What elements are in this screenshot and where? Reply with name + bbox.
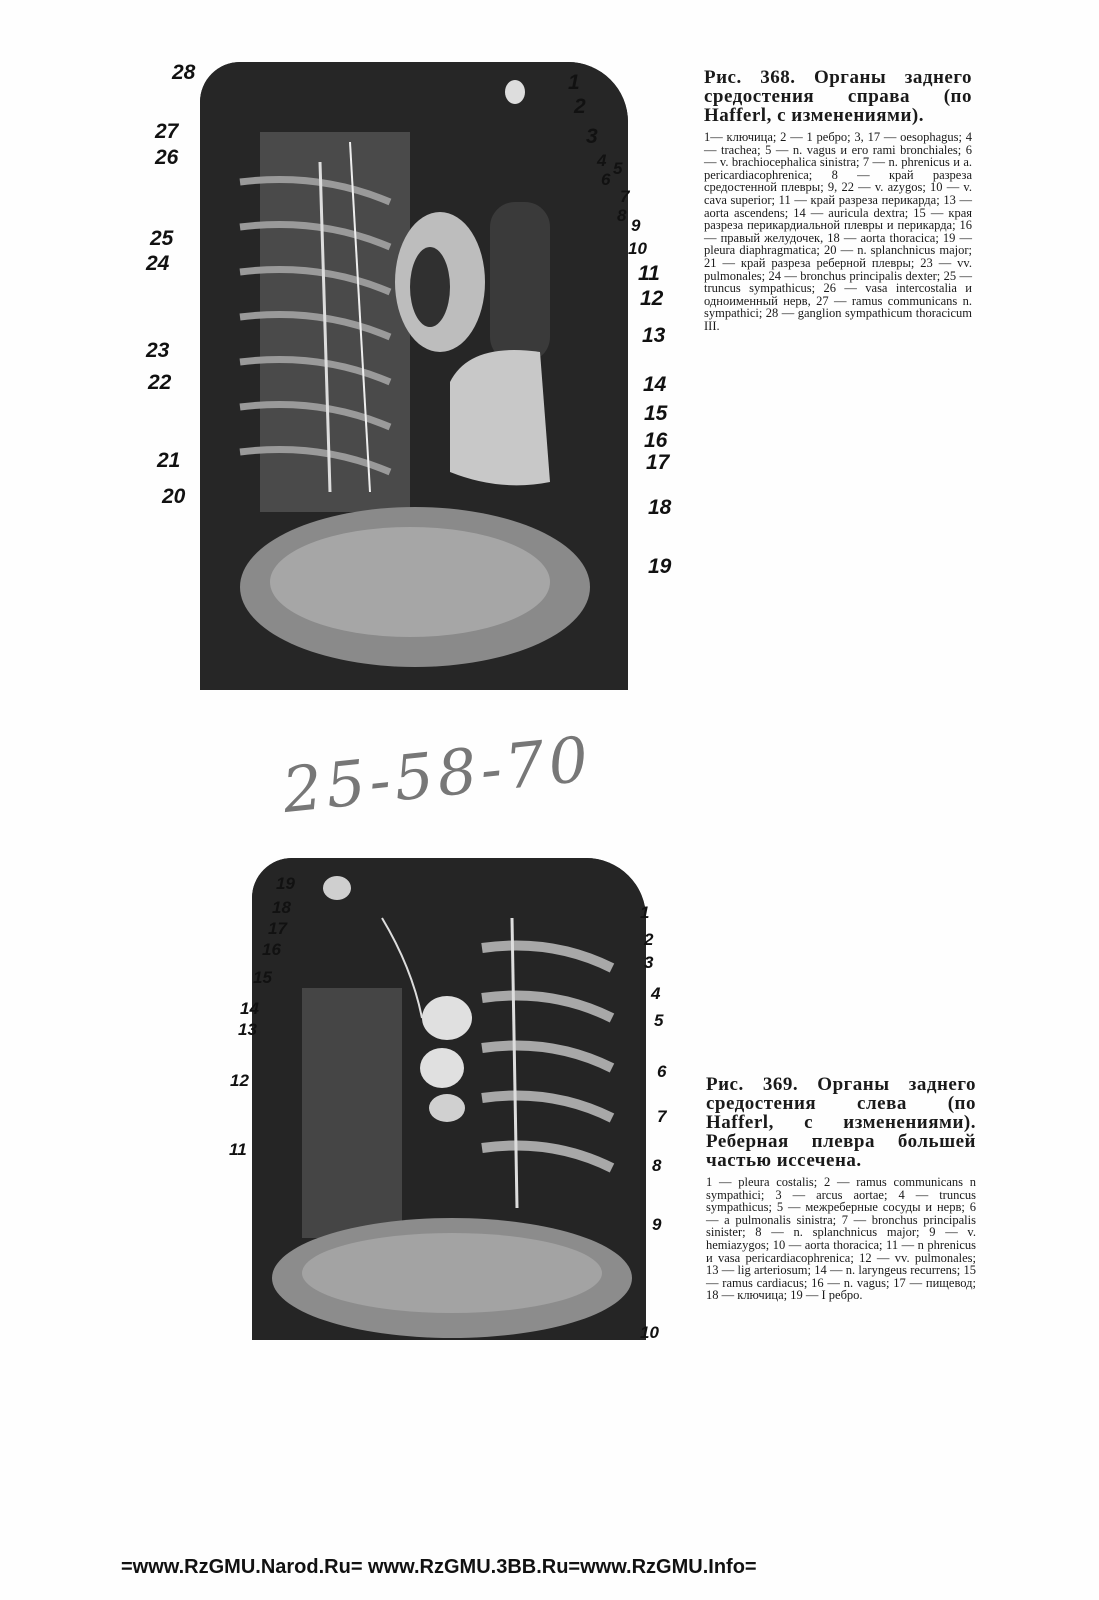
figure-369-caption-title: Рис. 369. Органы заднего средостения слева (по Hafferl, с изменениями). Реберная плевра большей частью иссечена. [706, 1074, 976, 1171]
fig369-label-4: 4 [651, 984, 661, 1003]
fig369-label-18: 18 [272, 898, 291, 917]
fig369-label-15: 15 [253, 968, 272, 987]
fig369-label-11: 11 [229, 1140, 247, 1159]
fig369-label-5: 5 [654, 1011, 664, 1030]
fig369-label-16: 16 [262, 940, 281, 959]
fig369-label-6: 6 [657, 1062, 667, 1081]
fig368-label-28: 28 [172, 61, 196, 84]
fig368-label-16: 16 [644, 429, 668, 452]
fig368-label-2: 2 [574, 95, 586, 118]
fig368-label-3: 3 [586, 125, 598, 148]
fig369-label-14: 14 [240, 999, 259, 1018]
fig368-label-8: 8 [617, 206, 627, 225]
fig369-label-9: 9 [652, 1215, 662, 1234]
figure-369-illustration [252, 858, 646, 1340]
fig368-label-19: 19 [648, 555, 672, 578]
fig368-label-18: 18 [648, 496, 672, 519]
fig369-label-12: 12 [230, 1071, 249, 1090]
fig369-label-1: 1 [640, 903, 650, 922]
figure-369-caption [706, 1075, 976, 1302]
fig368-label-1: 1 [568, 71, 580, 94]
handwritten-note: 25-58-70 [279, 721, 596, 828]
fig369-label-13: 13 [238, 1020, 257, 1039]
fig368-label-26: 26 [155, 146, 179, 169]
fig368-label-17: 17 [646, 451, 670, 474]
fig368-label-24: 24 [146, 252, 170, 275]
fig368-label-4: 4 [597, 151, 607, 170]
fig368-label-20: 20 [162, 485, 186, 508]
fig368-label-11: 11 [638, 262, 660, 285]
fig368-label-25: 25 [150, 227, 174, 250]
fig369-label-3: 3 [644, 953, 654, 972]
fig369-label-8: 8 [652, 1156, 662, 1175]
figure-368-caption-title: Рис. 368. Органы заднего средостения справа (по Hafferl, с изменениями). [704, 67, 972, 126]
figure-368-caption-legend: 1— ключица; 2 — 1 ребро; 3, 17 — oesophagus; 4 — trachea; 5 — n. vagus и его rami bronchiales; 6 — v. brachiocephalica sinistra; 7 — n. phrenicus и a. pericardiacophrenica; 8 — край разреза средостенной плевры; 9, 22 — v. azygos; 10 — v. cava superior; 11 — край разреза перикарда; 13 — aorta ascendens; 14 — auricula dextra; 15 — края разреза перикардиальной плевры и перикарда; 16 — правый желудочек, 18 — aorta thoracica; 19 — pleura diaphragmatica; 20 — n. splanchnicus major; 21 — край разреза реберной плевры; 23 — vv. pulmonales; 24 — bronchus principalis dexter; 25 — truncus sympathicus; 26 — vasa intercostalia и одноименный нерв, 27 — ramus communicans n. sympathici; 28 — ganglion sympathicum thoracicum III. [704, 130, 972, 333]
anatomy-drawing-right [200, 62, 628, 690]
fig369-label-7: 7 [657, 1107, 667, 1126]
fig369-label-17: 17 [268, 919, 287, 938]
fig368-label-5: 5 [613, 159, 623, 178]
fig368-label-23: 23 [146, 339, 170, 362]
fig369-label-19: 19 [276, 874, 295, 893]
fig368-label-9: 9 [631, 216, 641, 235]
fig368-label-22: 22 [148, 371, 172, 394]
figure-368-illustration [200, 62, 628, 690]
fig368-label-7: 7 [620, 187, 630, 206]
anatomy-drawing-left [252, 858, 646, 1340]
fig368-label-27: 27 [155, 120, 179, 143]
figure-369-caption-legend: 1 — pleura costalis; 2 — ramus communicans n sympathici; 3 — arcus aortae; 4 — truncus sympathicus; 5 — межреберные сосуды и нерв; 6 — a pulmonalis sinistra; 7 — bronchus principalis sinister; 8 — n. splanchnicus major; 9 — v. hemiazygos; 10 — aorta thoracica; 11 — n phrenicus и vasa pericardiacophrenica; 12 — vv. pulmonales; 13 — lig arteriosum; 14 — n. laryngeus recurrens; 15 — ramus cardiacus; 16 — n. vagus; 17 — пищевод; 18 — ключица; 19 — I ребро. [706, 1175, 976, 1303]
fig368-label-12: 12 [640, 287, 664, 310]
fig368-label-15: 15 [644, 402, 668, 425]
fig368-label-6: 6 [601, 170, 611, 189]
fig368-label-21: 21 [157, 449, 181, 472]
figure-368-caption [704, 68, 972, 333]
footer-watermark: =www.RzGMU.Narod.Ru= www.RzGMU.3BB.Ru=www.RzGMU.Info= [121, 1556, 757, 1578]
fig368-label-14: 14 [643, 373, 667, 396]
fig368-label-13: 13 [642, 324, 666, 347]
fig369-label-2: 2 [644, 930, 654, 949]
fig369-label-10: 10 [640, 1323, 659, 1342]
fig368-label-10: 10 [628, 239, 647, 258]
